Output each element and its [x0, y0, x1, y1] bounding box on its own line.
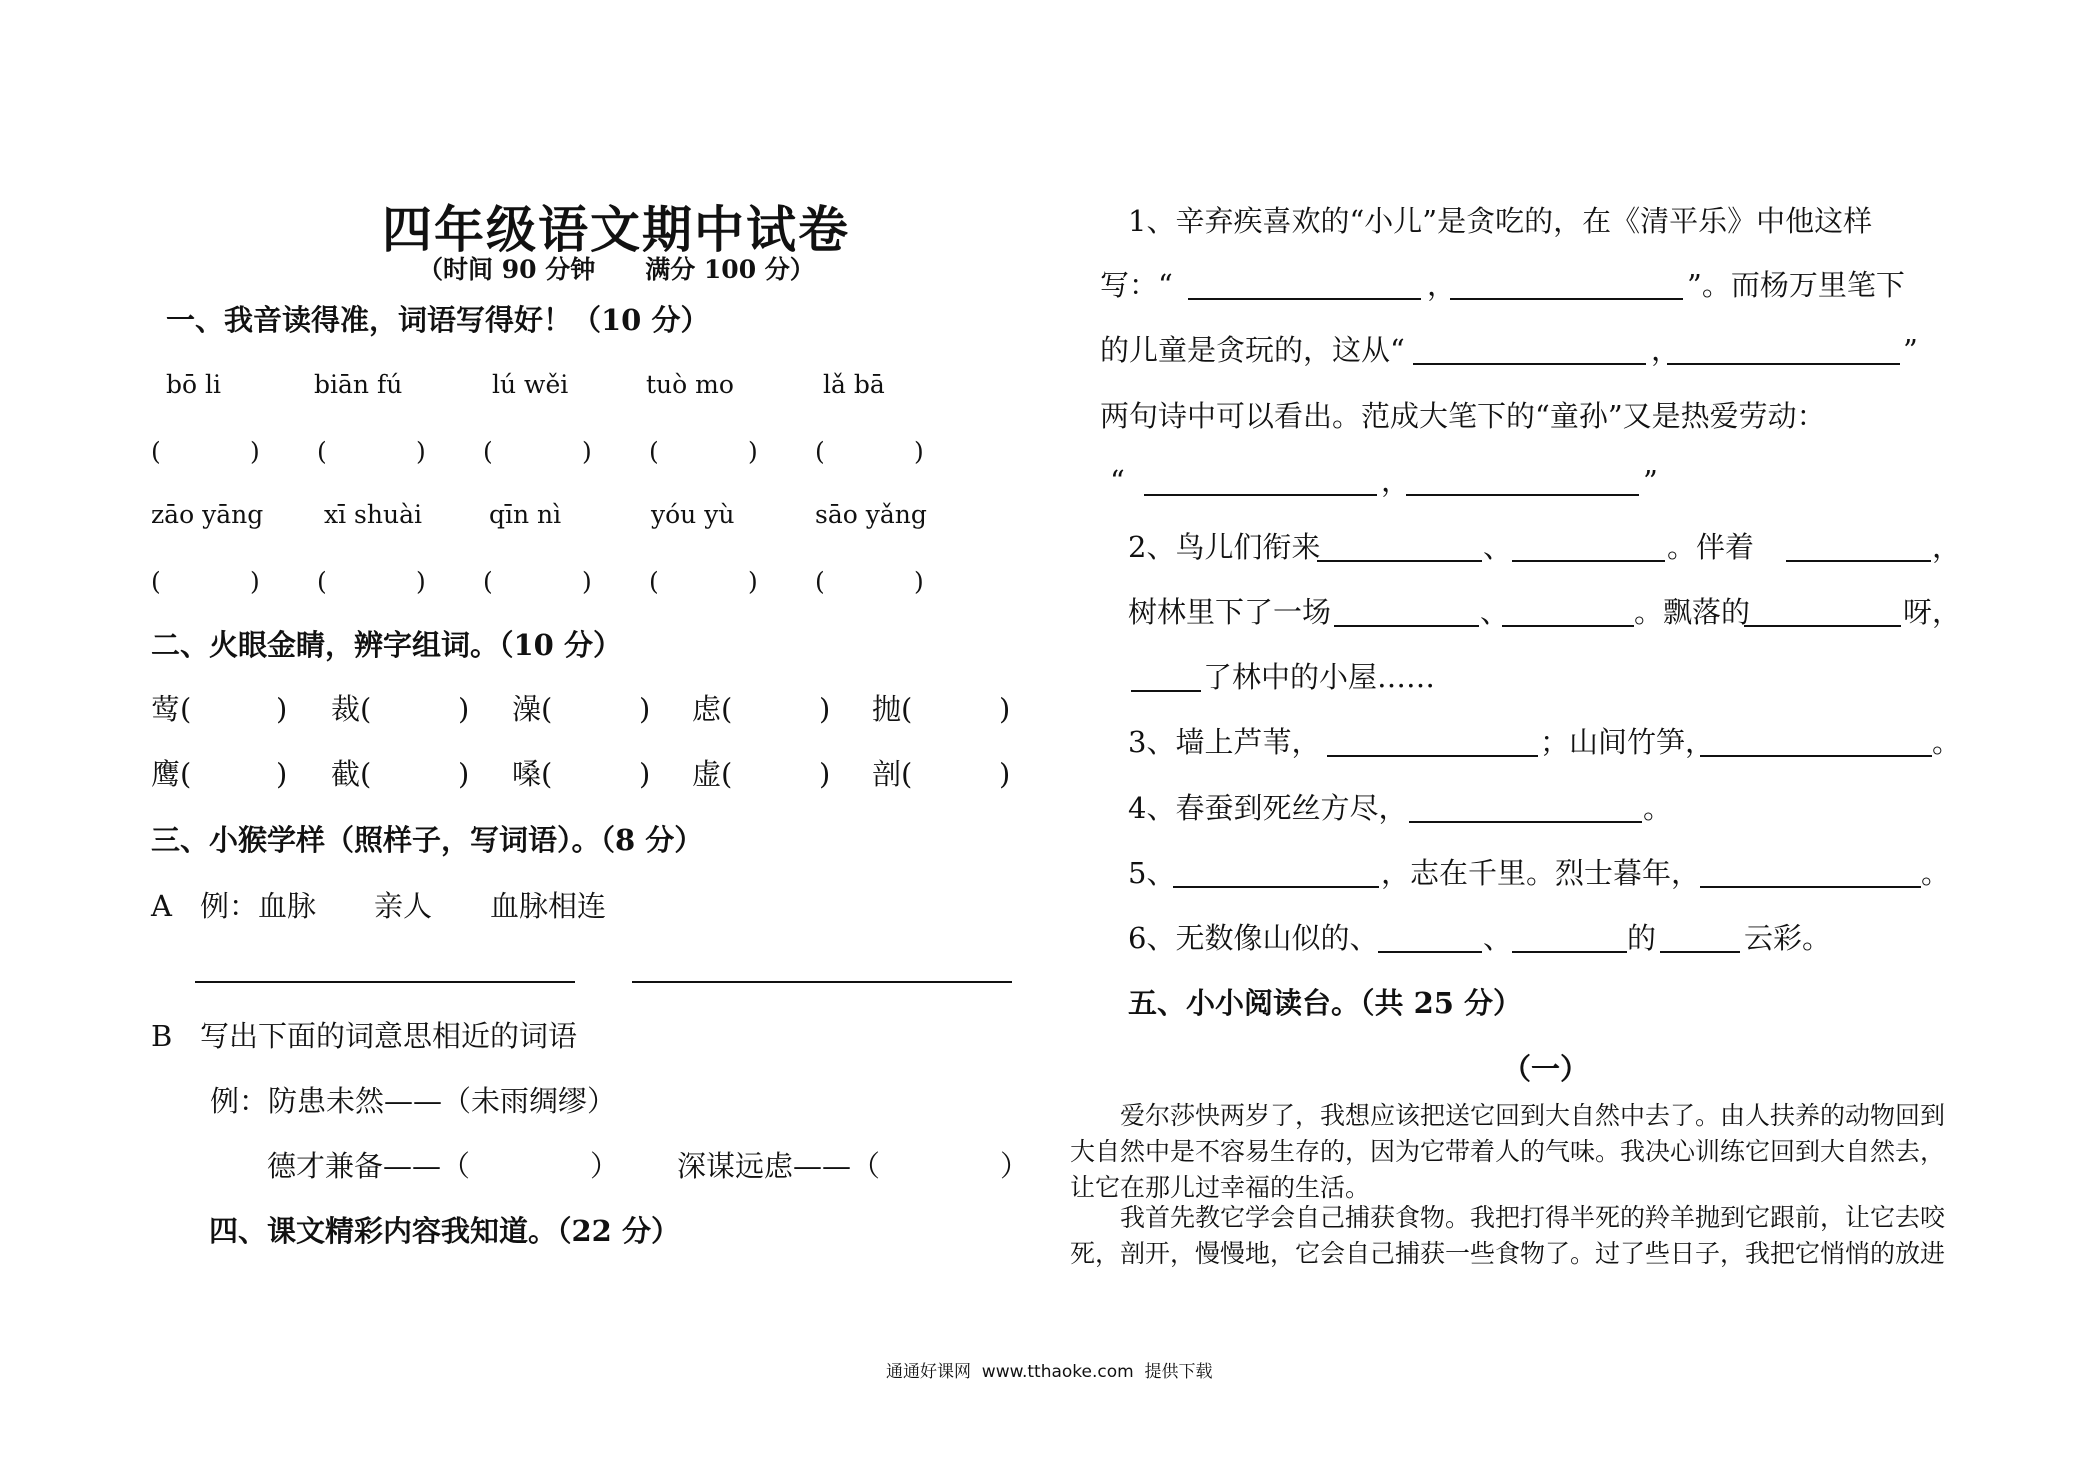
section-2-heading: 二、火眼金睛，辨字组词。（10 分）	[151, 628, 622, 662]
part-a-label: A	[151, 889, 172, 923]
answer-paren-close: )	[748, 437, 758, 466]
section-1-heading: 一、我音读得准，词语写得好！（10 分）	[166, 303, 710, 337]
answer-paren-close: )	[416, 567, 426, 596]
pinyin: xī shuài	[324, 500, 422, 529]
answer-paren-open: (	[483, 437, 493, 466]
answer-paren-close: )	[914, 437, 924, 466]
section-3-heading: 三、小猴学样（照样子，写词语）。（8 分）	[151, 823, 704, 857]
answer-paren-close: )	[416, 437, 426, 466]
part-b-label: B	[151, 1019, 173, 1053]
char-item: 嗓(	[512, 757, 553, 791]
q1-text: 写：“	[1100, 268, 1173, 302]
answer-paren-close: )	[250, 437, 260, 466]
answer-line[interactable]	[1700, 755, 1932, 757]
answer-paren-close: )	[250, 567, 260, 596]
answer-line[interactable]	[1512, 560, 1665, 562]
answer-line[interactable]	[1786, 560, 1931, 562]
q2-text: ，	[1932, 530, 1962, 564]
answer-line[interactable]	[1667, 363, 1900, 365]
q4-text: 4、春蚕到死丝方尽，	[1128, 791, 1408, 825]
q1-comma: ，	[1427, 268, 1457, 302]
char-item: 莺(	[151, 692, 192, 726]
char-item-close: )	[999, 757, 1011, 791]
answer-line[interactable]	[1413, 363, 1646, 365]
pinyin: lú wěi	[492, 370, 569, 399]
q3-text: ；山间竹笋，	[1540, 725, 1715, 759]
reading-paragraph-1: 爱尔莎快两岁了，我想应该把送它回到大自然中去了。由人扶养的动物回到大自然中是不容易生存的，因为它带着人的气味。我决心训练它回到大自然去，让它在那儿过幸福的生活。	[1070, 1101, 1946, 1202]
answer-paren-close: )	[914, 567, 924, 596]
answer-paren-open: (	[649, 437, 659, 466]
answer-line[interactable]	[1512, 951, 1627, 953]
q2-text: 了林中的小屋……	[1203, 660, 1436, 694]
section-5-heading: 五、小小阅读台。（共 25 分）	[1128, 986, 1523, 1020]
char-item-close: )	[458, 692, 470, 726]
pinyin: zāo yāng	[151, 500, 264, 529]
char-item: 虑(	[692, 692, 733, 726]
pinyin: qīn nì	[489, 500, 562, 529]
answer-line[interactable]	[632, 981, 1012, 983]
answer-line[interactable]	[1334, 625, 1479, 627]
char-item: 鹰(	[151, 757, 192, 791]
answer-line[interactable]	[1327, 755, 1538, 757]
answer-line[interactable]	[1317, 560, 1482, 562]
reading-paragraph-2: 我首先教它学会自己捕获食物。我把打得半死的羚羊抛到它跟前，让它去咬死，剖开，慢慢地，它会自己捕获一些食物了。过了些日子，我把它悄悄的放进	[1070, 1203, 1946, 1268]
char-item-close: )	[999, 692, 1011, 726]
answer-line[interactable]	[1144, 494, 1377, 496]
q1-line-1: 1、辛弃疾喜欢的“小儿”是贪吃的，在《清平乐》中他这样	[1128, 204, 1873, 238]
answer-paren-open: (	[649, 567, 659, 596]
answer-paren-open: (	[151, 437, 161, 466]
pinyin: yóu yù	[651, 500, 735, 529]
char-item-close: )	[639, 757, 651, 791]
char-item: 澡(	[512, 692, 553, 726]
pinyin: bō li	[166, 370, 221, 399]
q6-text: 、	[1483, 921, 1513, 955]
answer-line[interactable]	[1378, 951, 1482, 953]
q6-text: 6、无数像山似的、	[1128, 921, 1379, 955]
q3-text: 3、墙上芦苇，	[1128, 725, 1321, 759]
q2-text: 树林里下了一场	[1128, 595, 1332, 629]
q1-comma: ，	[1651, 333, 1681, 367]
char-item: 虚(	[692, 757, 733, 791]
answer-line[interactable]	[1406, 494, 1639, 496]
q2-text: 、	[1483, 530, 1513, 564]
q2-text: 、	[1480, 595, 1510, 629]
q6-text: 的	[1627, 921, 1657, 955]
char-item-close: )	[458, 757, 470, 791]
answer-paren-open: (	[317, 567, 327, 596]
q1-text: 的儿童是贪玩的，这从“	[1100, 333, 1405, 367]
answer-paren-open: (	[317, 437, 327, 466]
answer-paren-close: )	[748, 567, 758, 596]
answer-line[interactable]	[1744, 625, 1901, 627]
answer-line[interactable]	[1173, 886, 1379, 888]
part-b-instruction: 写出下面的词意思相近的词语	[200, 1019, 578, 1053]
q2-text: 2、鸟儿们衔来	[1128, 530, 1321, 564]
q1-text: “	[1110, 464, 1125, 498]
char-item: 裁(	[331, 692, 372, 726]
answer-paren-open: (	[815, 567, 825, 596]
q6-text: 云彩。	[1744, 921, 1832, 955]
char-item-close: )	[276, 692, 288, 726]
page-title: 四年级语文期中试卷	[382, 200, 850, 259]
q2-text: 。飘落的	[1634, 595, 1751, 629]
answer-line[interactable]	[1660, 951, 1740, 953]
answer-paren-close: )	[582, 567, 592, 596]
answer-line[interactable]	[1131, 690, 1201, 692]
q2-text: 。伴着	[1667, 530, 1755, 564]
part-b-item-close: ）	[1000, 1149, 1030, 1183]
section-4-heading: 四、课文精彩内容我知道。（22 分）	[209, 1214, 680, 1248]
q3-text: 。	[1932, 725, 1962, 759]
answer-line[interactable]	[1700, 886, 1921, 888]
part-b-example: 例：防患未然——（未雨绸缪）	[210, 1084, 617, 1118]
q2-text: 呀，	[1903, 595, 1962, 629]
q1-text: ”	[1643, 464, 1658, 498]
part-a-example: 例：血脉 亲人 血脉相连	[200, 889, 607, 923]
char-item-close: )	[819, 692, 831, 726]
char-item: 抛(	[872, 692, 913, 726]
answer-paren-open: (	[483, 567, 493, 596]
q5-text: 。	[1921, 856, 1951, 890]
pinyin: tuò mo	[646, 370, 734, 399]
exam-subtitle: （时间 90 分钟 满分 100 分）	[418, 255, 815, 284]
part-b-item-close: ）	[590, 1149, 620, 1183]
answer-line[interactable]	[1188, 298, 1421, 300]
answer-paren-close: )	[582, 437, 592, 466]
footer-credit: 通通好课网 www.tthaoke.com 提供下载	[886, 1362, 1213, 1382]
answer-line[interactable]	[195, 981, 575, 983]
answer-line[interactable]	[1450, 298, 1683, 300]
answer-line[interactable]	[1502, 625, 1634, 627]
pinyin: sāo yǎng	[815, 500, 927, 529]
part-b-item: 深谋远虑——（	[677, 1149, 881, 1183]
char-item-close: )	[819, 757, 831, 791]
pinyin: biān fú	[314, 370, 403, 399]
q1-text: ”。而杨万里笔下	[1687, 268, 1905, 302]
answer-paren-open: (	[815, 437, 825, 466]
answer-paren-open: (	[151, 567, 161, 596]
q1-comma: ，	[1381, 464, 1411, 498]
q4-text: 。	[1643, 791, 1673, 825]
answer-line[interactable]	[1409, 821, 1642, 823]
part-b-item: 德才兼备——（	[267, 1149, 471, 1183]
q5-text: ，志在千里。烈士暮年，	[1381, 856, 1701, 890]
q1-text: ”	[1903, 333, 1918, 367]
char-item: 截(	[331, 757, 372, 791]
char-item: 剖(	[872, 757, 913, 791]
q5-text: 5、	[1128, 856, 1176, 890]
reading-part-label: （一）	[1502, 1052, 1590, 1086]
char-item-close: )	[276, 757, 288, 791]
q1-line-4: 两句诗中可以看出。范成大笔下的“童孙”又是热爱劳动：	[1100, 399, 1826, 433]
pinyin: lǎ bā	[823, 370, 885, 399]
char-item-close: )	[639, 692, 651, 726]
